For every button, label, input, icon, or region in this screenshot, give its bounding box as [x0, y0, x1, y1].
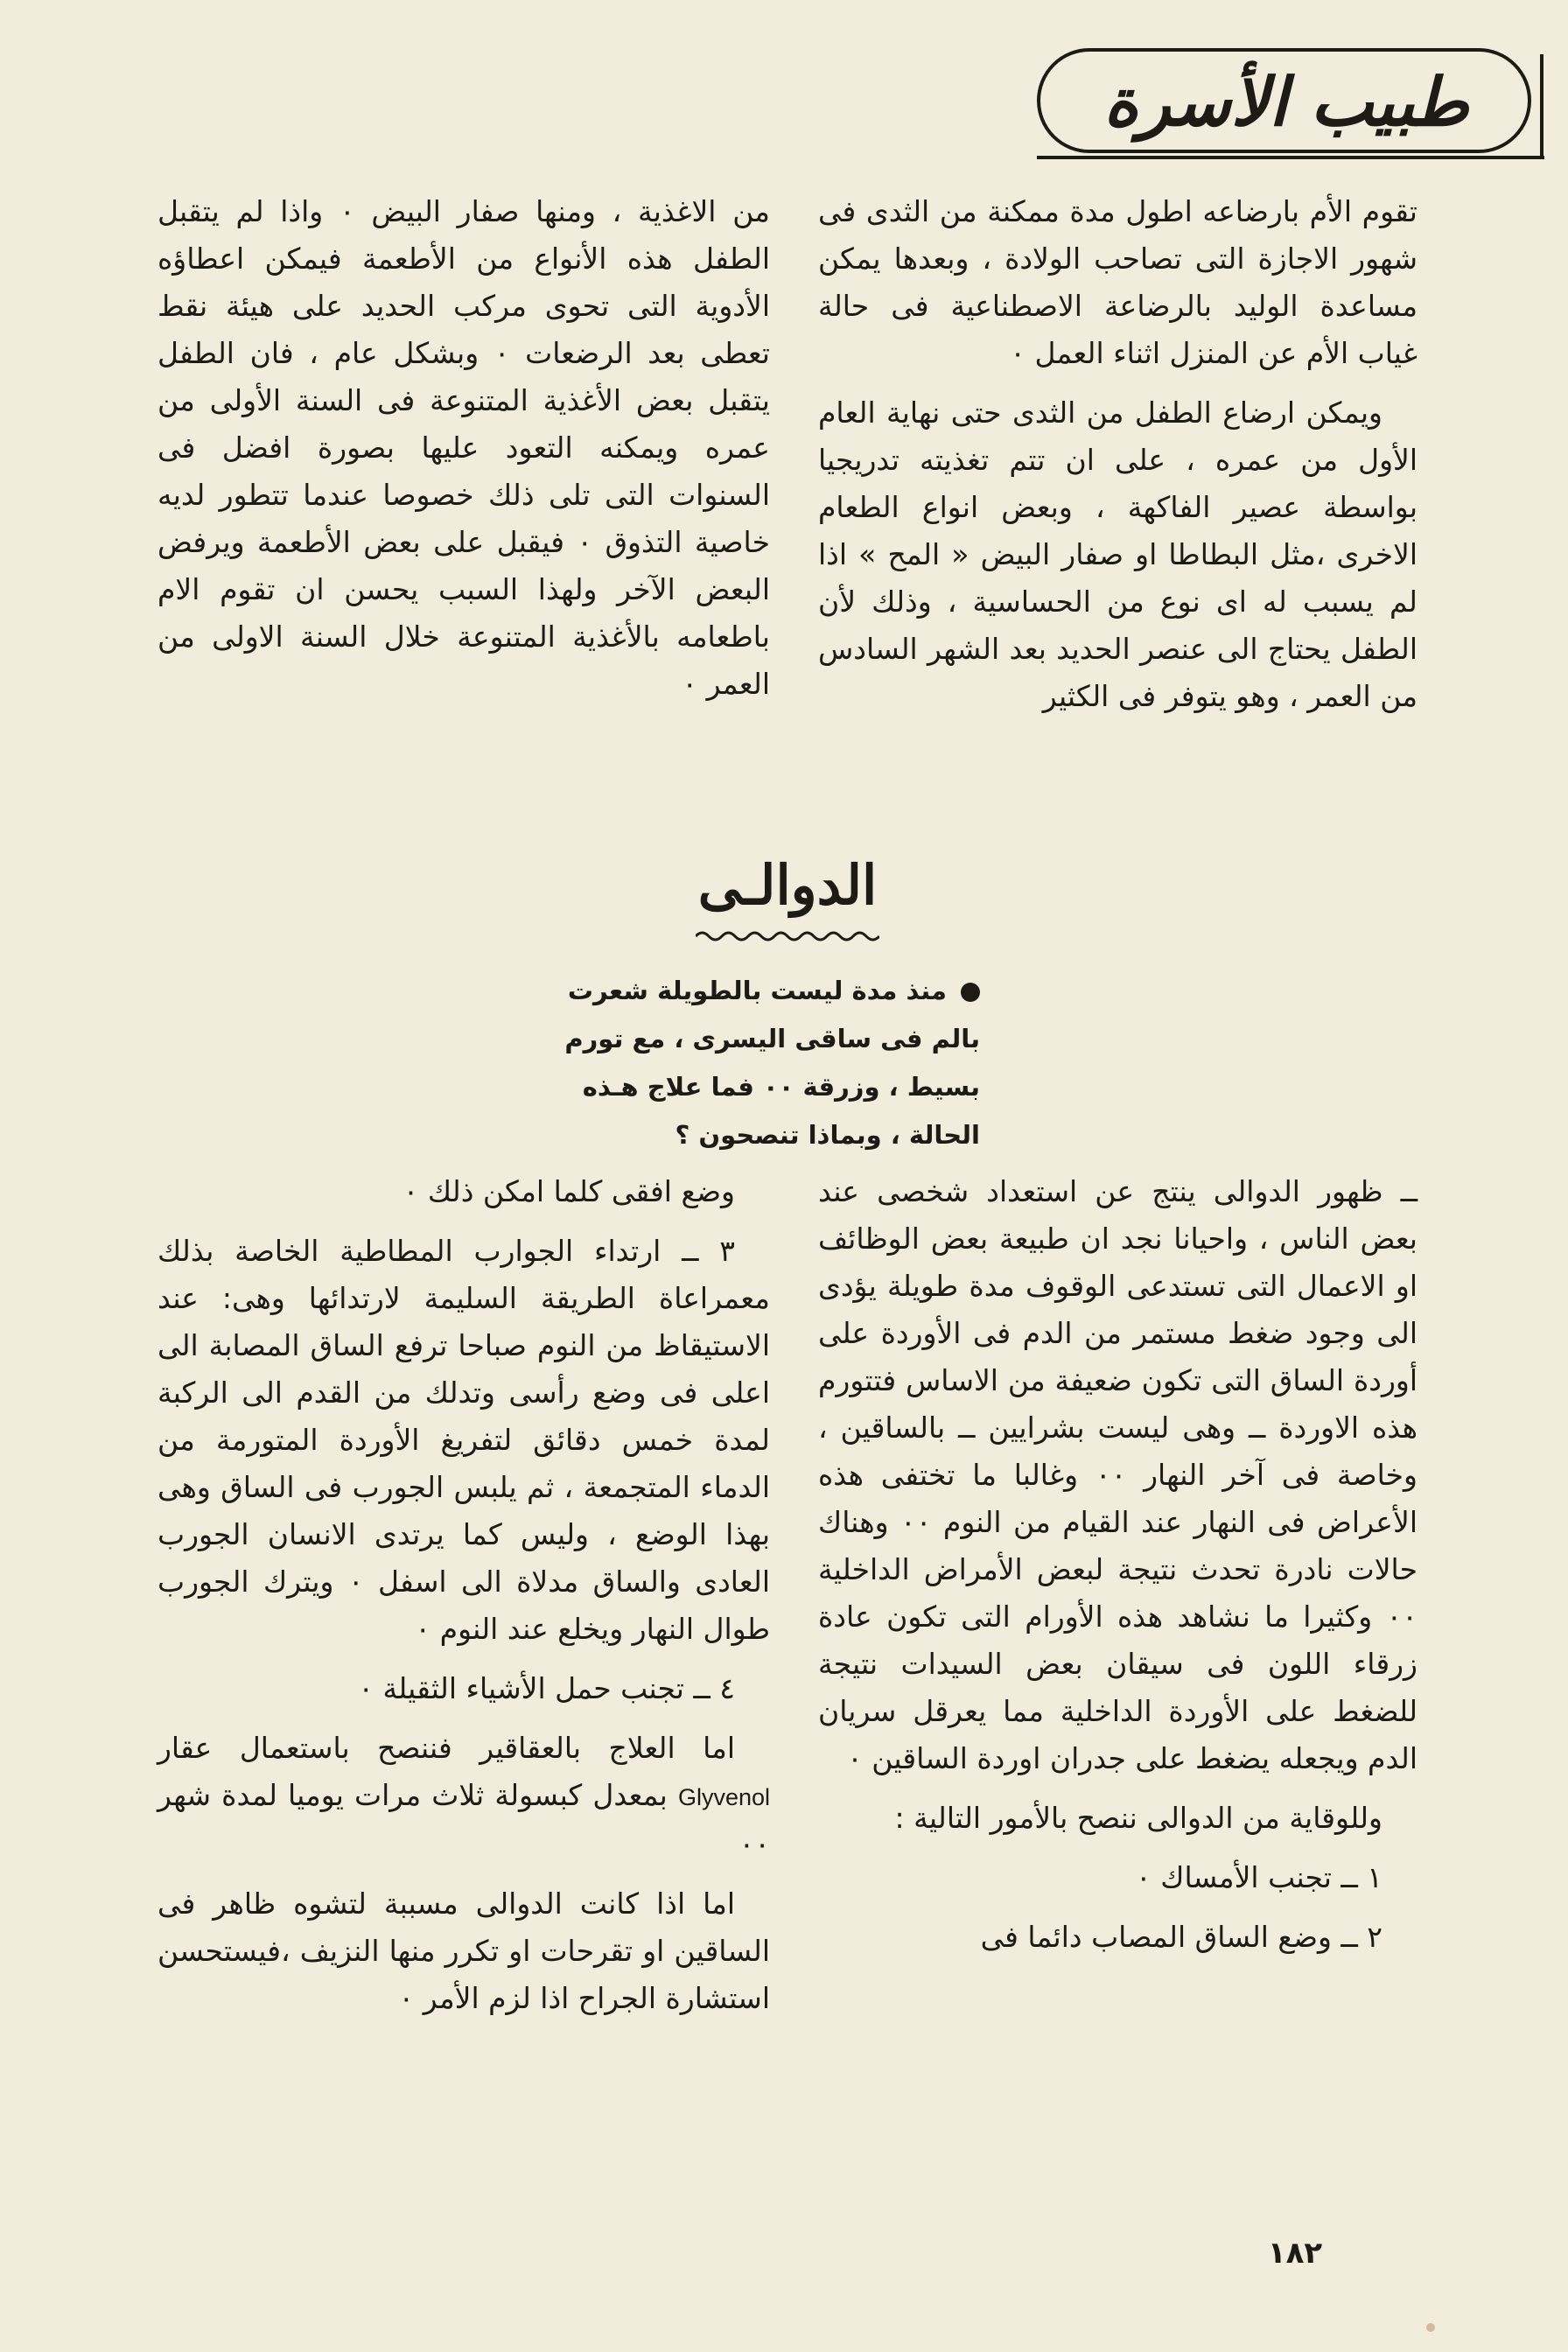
- answer-left-column: [158, 1168, 770, 2034]
- paper-speck: [1426, 2323, 1435, 2332]
- answer-paragraph: اما اذا كانت الدوالى مسببة لتشوه ظاهر فى الساقين او تقرحات او تكرر منها النزيف ،فيستحسن استشارة الجراح اذا لزم الأمر ٠: [158, 1886, 770, 2015]
- answer-list-item: ١ ــ تجنب الأمساك ٠: [1136, 1860, 1382, 1894]
- answer-paragraph: وضع افقى كلما امكن ذلك ٠: [402, 1174, 735, 1208]
- intro-paragraph: من الاغذية ، ومنها صفار البيض ٠ واذا لم يتقبل الطفل هذه الأنواع من الأطعمة فيمكن اعطاؤه الأدوية التى تحوى مركب الحديد على هيئة نقط تعطى بعد الرضعات ٠ وبشكل عام ، فان الطفل يتقبل بعض الأغذية المتنوعة فى السنة الأولى من عمره ويمكنه التعود عليها بصورة افضل فى السنوات التى تلى ذلك خصوصا عندما تتطور لديه خاصية التذوق ٠ فيقبل على بعض الأطعمة ويرفض البعض الآخر ولهذا السبب يحسن ان تقوم الام باطعامه بالأغذية المتنوعة خلال السنة الاولى من العمر ٠: [158, 194, 770, 701]
- question-line: بالم فى ساقى اليسرى ، مع تورم: [564, 1024, 980, 1054]
- question-line: بسيط ، وزرقة ٠٠ فما علاج هـذه: [582, 1072, 980, 1102]
- answer-right-column: [818, 1168, 1418, 1973]
- drug-paragraph: اما العلاج بالعقاقير فننصح باستعمال عقار Glyvenol بمعدل كبسولة ثلاث مرات يوميا لمدة شهر ٠٠: [158, 1731, 770, 1861]
- intro-paragraph: ويمكن ارضاع الطفل من الثدى حتى نهاية العام الأول من عمره ، على ان تتم تغذيته تدريجيا بواسطة عصير الفاكهة ، وبعض انواع الطعام الاخرى ،مثل البطاطا او صفار البيض « المح » اذا لم يسبب له اى نوع من الحساسية ، وذلك لأن الطفل يحتاج الى عنصر الحديد بعد الشهر السادس من العمر ، وهو يتوفر فى الكثير: [818, 396, 1418, 713]
- question-line: منذ مدة ليست بالطويلة شعرت: [420, 967, 980, 1015]
- section-title: الدوالـى: [697, 853, 878, 917]
- answer-list-item: ٢ ــ وضع الساق المصاب دائما فى: [980, 1920, 1382, 1954]
- intro-right-column: [818, 188, 1418, 732]
- column-title: طبيب الأسرة: [1103, 63, 1469, 141]
- answer-paragraph: وللوقاية من الدوالى ننصح بالأمور التالية :: [894, 1801, 1382, 1835]
- header-side-rule: [1540, 54, 1544, 159]
- wavy-underline-icon: [696, 928, 879, 945]
- answer-list-item: ٤ ــ تجنب حمل الأشياء الثقيلة ٠: [358, 1671, 735, 1705]
- header-underline: [1037, 156, 1544, 159]
- bullet-icon: [961, 983, 980, 1002]
- question-line: الحالة ، وبماذا تنصحون ؟: [675, 1120, 980, 1150]
- answer-list-item: ٣ ــ ارتداء الجوارب المطاطية الخاصة بذلك معمراعاة الطريقة السليمة لارتدائها وهى: عند الاستيقاظ من النوم صباحا ترفع الساق المصابة الى اعلى فى وضع رأسى وتدلك من القدم الى الركبة لمدة خمس دقائق لتفريغ الأوردة المتورمة من الدماء المتجمعة ، ثم يلبس الجورب فى الساق وهى بهذا الوضع ، وليس كما يرتدى الانسان الجورب العادى والساق مدلاة الى اسفل ٠ ويترك الجورب طوال النهار ويخلع عند النوم ٠: [158, 1234, 770, 1646]
- reader-question: [420, 967, 980, 1159]
- page-number: ١٨٢: [1267, 2236, 1323, 2271]
- drug-name: Glyvenol: [677, 1784, 770, 1810]
- intro-paragraph: تقوم الأم بارضاعه اطول مدة ممكنة من الثدى فى شهور الاجازة التى تصاحب الولادة ، وبعدها يمكن مساعدة الوليد بالرضاعة الاصطناعية فى حالة غياب الأم عن المنزل اثناء العمل ٠: [818, 194, 1418, 370]
- intro-left-column: [158, 188, 770, 720]
- answer-paragraph: ــ ظهور الدوالى ينتج عن استعداد شخصى عند بعض الناس ، واحيانا نجد ان طبيعة بعض الوظائف او الاعمال التى تستدعى الوقوف مدة طويلة يؤدى الى وجود ضغط مستمر من الدم فى الأوردة على أوردة الساق التى تكون ضعيفة من الاساس فتتورم هذه الاوردة ــ وهى ليست بشرايين ــ بالساقين ، وخاصة فى آخر النهار ٠٠ وغالبا ما تختفى هذه الأعراض فى النهار عند القيام من النوم ٠٠ وهناك حالات نادرة تحدث نتيجة لبعض الأمراض الداخلية ٠٠ وكثيرا ما نشاهد هذه الأورام التى تكون عادة زرقاء اللون فى سيقان بعض السيدات نتيجة للضغط على الأوردة الداخلية مما يعرقل سريان الدم ويجعله يضغط على جدران اوردة الساقين ٠: [818, 1174, 1418, 1775]
